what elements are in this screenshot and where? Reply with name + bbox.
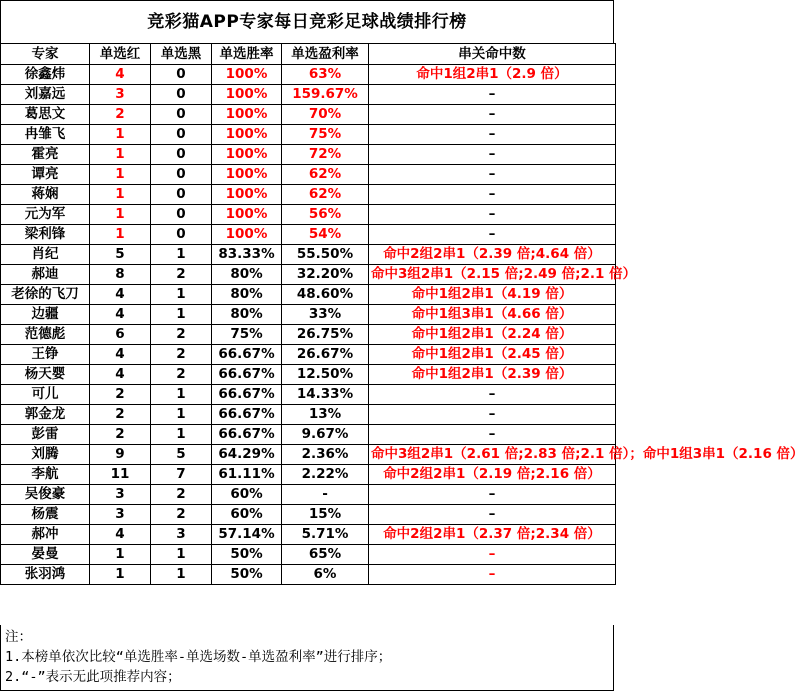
table-row: [1, 225, 616, 245]
single-red-cell: 1: [90, 145, 151, 165]
table-row: [1, 105, 616, 125]
profit-rate-cell: 12.50%: [282, 365, 369, 385]
parlay-hits-cell: 命中1组2串1（2.45 倍）: [369, 345, 616, 365]
win-rate-cell: 60%: [212, 505, 282, 525]
profit-rate-cell: 6%: [282, 565, 369, 585]
single-black-cell: 1: [151, 385, 212, 405]
parlay-hits-cell: –: [369, 185, 616, 205]
ranking-table: [0, 43, 804, 585]
parlay-hits-cell: –: [369, 85, 616, 105]
single-black-cell: 0: [151, 145, 212, 165]
table-row: [1, 465, 616, 485]
single-black-cell: 1: [151, 425, 212, 445]
single-red-cell: 8: [90, 265, 151, 285]
expert-name-cell: 谭亮: [1, 165, 90, 185]
profit-rate-cell: 72%: [282, 145, 369, 165]
win-rate-cell: 66.67%: [212, 385, 282, 405]
single-red-cell: 3: [90, 505, 151, 525]
table-row: [1, 285, 616, 305]
single-red-cell: 4: [90, 65, 151, 85]
table-row: [1, 545, 616, 565]
expert-name-cell: 晏曼: [1, 545, 90, 565]
single-black-cell: 2: [151, 485, 212, 505]
profit-rate-cell: -: [282, 485, 369, 505]
notes-heading: 注：: [5, 629, 32, 645]
profit-rate-cell: 48.60%: [282, 285, 369, 305]
table-row: [1, 145, 616, 165]
win-rate-cell: 80%: [212, 265, 282, 285]
single-black-cell: 0: [151, 85, 212, 105]
profit-rate-cell: 65%: [282, 545, 369, 565]
win-rate-cell: 64.29%: [212, 445, 282, 465]
table-row: [1, 325, 616, 345]
table-row: [1, 265, 616, 285]
single-red-cell: 11: [90, 465, 151, 485]
single-red-cell: 2: [90, 385, 151, 405]
win-rate-cell: 83.33%: [212, 245, 282, 265]
table-row: [1, 425, 616, 445]
header-win-rate: 单选胜率: [212, 44, 282, 65]
table-row: [1, 445, 616, 465]
single-black-cell: 0: [151, 205, 212, 225]
profit-rate-cell: 75%: [282, 125, 369, 145]
single-black-cell: 0: [151, 105, 212, 125]
win-rate-cell: 80%: [212, 305, 282, 325]
single-red-cell: 2: [90, 105, 151, 125]
single-black-cell: 0: [151, 225, 212, 245]
single-black-cell: 0: [151, 125, 212, 145]
expert-name-cell: 梁利锋: [1, 225, 90, 245]
expert-name-cell: 徐鑫炜: [1, 65, 90, 85]
single-black-cell: 2: [151, 345, 212, 365]
profit-rate-cell: 2.22%: [282, 465, 369, 485]
table-row: [1, 385, 616, 405]
single-black-cell: 1: [151, 565, 212, 585]
expert-name-cell: 葛思文: [1, 105, 90, 125]
win-rate-cell: 100%: [212, 225, 282, 245]
parlay-hits-cell: –: [369, 225, 616, 245]
expert-name-cell: 元为军: [1, 205, 90, 225]
note-line-1: 1.本榜单依次比较“单选胜率-单选场数-单选盈利率”进行排序；: [5, 649, 392, 665]
table-row: [1, 485, 616, 505]
single-black-cell: 1: [151, 305, 212, 325]
win-rate-cell: 50%: [212, 565, 282, 585]
single-red-cell: 1: [90, 165, 151, 185]
parlay-hits-cell: –: [369, 145, 616, 165]
single-black-cell: 5: [151, 445, 212, 465]
win-rate-cell: 100%: [212, 145, 282, 165]
single-red-cell: 4: [90, 525, 151, 545]
notes: [0, 625, 614, 691]
page-title: 竞彩猫APP专家每日竞彩足球战绩排行榜: [0, 0, 614, 43]
expert-name-cell: 老徐的飞刀: [1, 285, 90, 305]
win-rate-cell: 57.14%: [212, 525, 282, 545]
table-row: [1, 405, 616, 425]
profit-rate-cell: 56%: [282, 205, 369, 225]
parlay-hits-cell: –: [369, 385, 616, 405]
note-line-2: 2.“-”表示无此项推荐内容；: [5, 669, 181, 685]
profit-rate-cell: 13%: [282, 405, 369, 425]
profit-rate-cell: 26.75%: [282, 325, 369, 345]
win-rate-cell: 100%: [212, 105, 282, 125]
table-row: [1, 565, 616, 585]
single-red-cell: 1: [90, 205, 151, 225]
profit-rate-cell: 62%: [282, 165, 369, 185]
win-rate-cell: 66.67%: [212, 425, 282, 445]
profit-rate-cell: 70%: [282, 105, 369, 125]
parlay-hits-cell: 命中1组2串1（4.19 倍）: [369, 285, 616, 305]
single-red-cell: 1: [90, 125, 151, 145]
single-black-cell: 0: [151, 185, 212, 205]
win-rate-cell: 100%: [212, 185, 282, 205]
single-black-cell: 2: [151, 365, 212, 385]
table-row: [1, 305, 616, 325]
parlay-hits-cell: –: [369, 205, 616, 225]
single-red-cell: 1: [90, 565, 151, 585]
parlay-hits-cell: –: [369, 105, 616, 125]
table-row: [1, 165, 616, 185]
win-rate-cell: 66.67%: [212, 345, 282, 365]
parlay-hits-cell: 命中1组2串1（2.9 倍）: [369, 65, 616, 85]
win-rate-cell: 100%: [212, 85, 282, 105]
single-black-cell: 1: [151, 245, 212, 265]
expert-name-cell: 吴俊豪: [1, 485, 90, 505]
win-rate-cell: 100%: [212, 65, 282, 85]
parlay-hits-cell: –: [369, 485, 616, 505]
win-rate-cell: 66.67%: [212, 405, 282, 425]
table-row: [1, 85, 616, 105]
expert-name-cell: 李航: [1, 465, 90, 485]
table-row: [1, 65, 616, 85]
win-rate-cell: 61.11%: [212, 465, 282, 485]
win-rate-cell: 50%: [212, 545, 282, 565]
single-black-cell: 7: [151, 465, 212, 485]
expert-name-cell: 郭金龙: [1, 405, 90, 425]
header-parlay-hits: 串关命中数: [369, 44, 616, 65]
profit-rate-cell: 54%: [282, 225, 369, 245]
table-row: [1, 125, 616, 145]
single-red-cell: 1: [90, 225, 151, 245]
single-black-cell: 2: [151, 505, 212, 525]
parlay-hits-cell: –: [369, 125, 616, 145]
parlay-hits-cell: 命中3组2串1（2.61 倍;2.83 倍;2.1 倍）；命中1组3串1（2.16 倍）: [369, 445, 616, 465]
parlay-hits-cell: 命中1组3串1（4.66 倍）: [369, 305, 616, 325]
header-single-black: 单选黑: [151, 44, 212, 65]
single-red-cell: 2: [90, 425, 151, 445]
parlay-hits-cell: –: [369, 425, 616, 445]
expert-name-cell: 肖纪: [1, 245, 90, 265]
expert-name-cell: 杨天婴: [1, 365, 90, 385]
parlay-hits-cell: –: [369, 165, 616, 185]
parlay-hits-cell: 命中2组2串1（2.39 倍;4.64 倍）: [369, 245, 616, 265]
header-single-red: 单选红: [90, 44, 151, 65]
parlay-hits-cell: 命中1组2串1（2.39 倍）: [369, 365, 616, 385]
expert-name-cell: 杨震: [1, 505, 90, 525]
single-red-cell: 2: [90, 405, 151, 425]
win-rate-cell: 60%: [212, 485, 282, 505]
expert-name-cell: 郝迪: [1, 265, 90, 285]
profit-rate-cell: 26.67%: [282, 345, 369, 365]
parlay-hits-cell: –: [369, 505, 616, 525]
expert-name-cell: 冉雏飞: [1, 125, 90, 145]
single-black-cell: 1: [151, 405, 212, 425]
profit-rate-cell: 14.33%: [282, 385, 369, 405]
single-red-cell: 1: [90, 185, 151, 205]
single-black-cell: 2: [151, 265, 212, 285]
table-row: [1, 205, 616, 225]
expert-name-cell: 郝冲: [1, 525, 90, 545]
single-black-cell: 3: [151, 525, 212, 545]
profit-rate-cell: 63%: [282, 65, 369, 85]
win-rate-cell: 100%: [212, 125, 282, 145]
single-red-cell: 3: [90, 485, 151, 505]
table-row: [1, 245, 616, 265]
table-row: [1, 505, 616, 525]
parlay-hits-cell: 命中3组2串1（2.15 倍;2.49 倍;2.1 倍）: [369, 265, 616, 285]
expert-name-cell: 蒋娴: [1, 185, 90, 205]
expert-name-cell: 范德彪: [1, 325, 90, 345]
win-rate-cell: 80%: [212, 285, 282, 305]
expert-name-cell: 可儿: [1, 385, 90, 405]
single-black-cell: 1: [151, 545, 212, 565]
header-expert: 专家: [1, 44, 90, 65]
expert-name-cell: 刘腾: [1, 445, 90, 465]
single-black-cell: 1: [151, 285, 212, 305]
table-row: [1, 345, 616, 365]
parlay-hits-cell: 命中2组2串1（2.19 倍;2.16 倍）: [369, 465, 616, 485]
single-red-cell: 4: [90, 345, 151, 365]
win-rate-cell: 66.67%: [212, 365, 282, 385]
single-red-cell: 4: [90, 305, 151, 325]
single-black-cell: 0: [151, 65, 212, 85]
parlay-hits-cell: –: [369, 565, 616, 585]
parlay-hits-cell: 命中1组2串1（2.24 倍）: [369, 325, 616, 345]
expert-name-cell: 霍亮: [1, 145, 90, 165]
expert-name-cell: 边疆: [1, 305, 90, 325]
expert-name-cell: 王铮: [1, 345, 90, 365]
single-red-cell: 6: [90, 325, 151, 345]
win-rate-cell: 75%: [212, 325, 282, 345]
expert-name-cell: 彭雷: [1, 425, 90, 445]
parlay-hits-cell: 命中2组2串1（2.37 倍;2.34 倍）: [369, 525, 616, 545]
single-black-cell: 2: [151, 325, 212, 345]
profit-rate-cell: 9.67%: [282, 425, 369, 445]
win-rate-cell: 100%: [212, 205, 282, 225]
single-red-cell: 1: [90, 545, 151, 565]
header-profit-rate: 单选盈利率: [282, 44, 369, 65]
table-header-row: [1, 44, 616, 65]
parlay-hits-cell: –: [369, 405, 616, 425]
profit-rate-cell: 62%: [282, 185, 369, 205]
profit-rate-cell: 2.36%: [282, 445, 369, 465]
profit-rate-cell: 32.20%: [282, 265, 369, 285]
table-row: [1, 525, 616, 545]
win-rate-cell: 100%: [212, 165, 282, 185]
expert-name-cell: 刘嘉远: [1, 85, 90, 105]
expert-name-cell: 张羽鸿: [1, 565, 90, 585]
profit-rate-cell: 5.71%: [282, 525, 369, 545]
single-red-cell: 3: [90, 85, 151, 105]
table-row: [1, 365, 616, 385]
profit-rate-cell: 159.67%: [282, 85, 369, 105]
single-black-cell: 0: [151, 165, 212, 185]
parlay-hits-cell: –: [369, 545, 616, 565]
single-red-cell: 9: [90, 445, 151, 465]
single-red-cell: 4: [90, 285, 151, 305]
profit-rate-cell: 15%: [282, 505, 369, 525]
table-row: [1, 185, 616, 205]
single-red-cell: 4: [90, 365, 151, 385]
single-red-cell: 5: [90, 245, 151, 265]
profit-rate-cell: 55.50%: [282, 245, 369, 265]
profit-rate-cell: 33%: [282, 305, 369, 325]
